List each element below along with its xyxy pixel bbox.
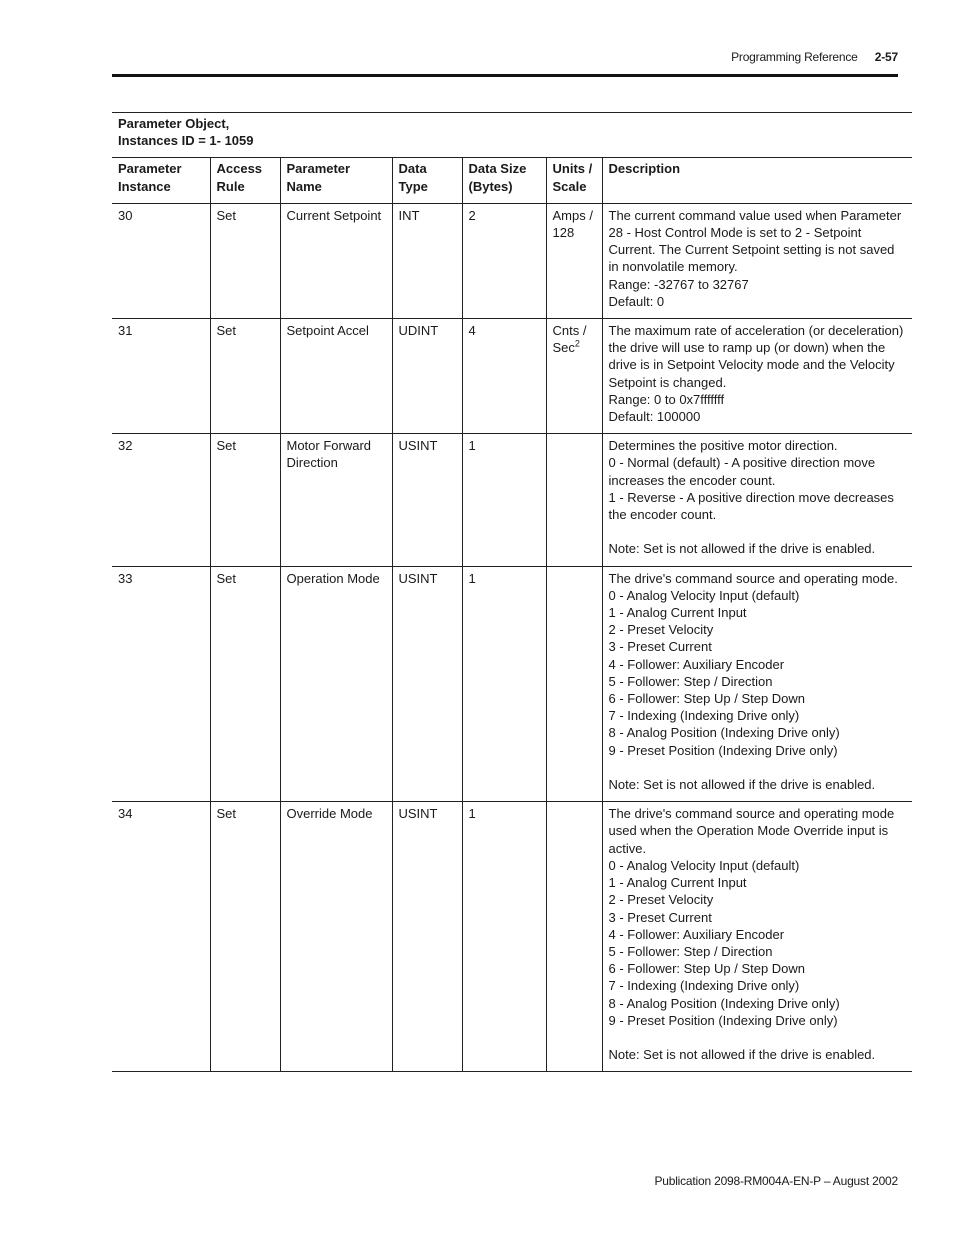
cell-size: 1 <box>462 434 546 566</box>
column-header-access: Access Rule <box>210 158 280 203</box>
table-row <box>112 203 912 318</box>
column-header-row <box>112 158 912 203</box>
page-header <box>112 50 898 64</box>
table-row <box>112 434 912 566</box>
cell-type: INT <box>392 203 462 318</box>
cell-description: The current command value used when Parameter 28 - Host Control Mode is set to 2 - Setpoint Current. The Current Setpoint setting is not saved in nonvolatile memory. Range: -32767 to 32767 Default: 0 <box>602 203 912 318</box>
cell-name: Setpoint Accel <box>280 319 392 434</box>
header-rule <box>112 74 898 77</box>
cell-description: The drive's command source and operating mode. 0 - Analog Velocity Input (default) 1 - Analog Current Input 2 - Preset Velocity 3 - Preset Current 4 - Follower: Auxiliary Encoder 5 - Follower: Step / Direction 6 - Follower: Step Up / Step Down 7 - Indexing (Indexing Drive only) 8 - Analog Position (Indexing Drive only) 9 - Preset Position (Indexing Drive only) Note: Set is not allowed if the drive is enabled. <box>602 566 912 802</box>
column-header-name: Parameter Name <box>280 158 392 203</box>
table-row <box>112 802 912 1072</box>
cell-instance: 33 <box>112 566 210 802</box>
cell-name: Motor Forward Direction <box>280 434 392 566</box>
column-header-instance: Parameter Instance <box>112 158 210 203</box>
cell-name: Override Mode <box>280 802 392 1072</box>
cell-access: Set <box>210 203 280 318</box>
cell-size: 2 <box>462 203 546 318</box>
table-body <box>112 203 912 1072</box>
column-header-description: Description <box>602 158 912 203</box>
cell-type: UDINT <box>392 319 462 434</box>
object-title-line2: Instances ID = 1- 1059 <box>118 133 254 149</box>
parameter-table <box>112 112 912 1072</box>
cell-type: USINT <box>392 434 462 566</box>
table-row <box>112 319 912 434</box>
cell-name: Operation Mode <box>280 566 392 802</box>
cell-size: 1 <box>462 802 546 1072</box>
parameter-table-container <box>112 112 912 1072</box>
cell-type: USINT <box>392 566 462 802</box>
cell-name: Current Setpoint <box>280 203 392 318</box>
section-title: Programming Reference <box>731 50 858 64</box>
cell-units: Cnts / Sec$^2$ <box>546 319 602 434</box>
cell-access: Set <box>210 319 280 434</box>
column-header-size: Data Size (Bytes) <box>462 158 546 203</box>
page-number: 2-57 <box>874 50 898 64</box>
object-title <box>112 113 912 158</box>
cell-size: 4 <box>462 319 546 434</box>
cell-units <box>546 434 602 566</box>
cell-access: Set <box>210 566 280 802</box>
cell-description: Determines the positive motor direction. 0 - Normal (default) - A positive direction move increases the encoder count. 1 - Reverse - A positive direction move decreases the encoder count. Note: Set is not allowed if the drive is enabled. <box>602 434 912 566</box>
table-row <box>112 566 912 802</box>
cell-instance: 34 <box>112 802 210 1072</box>
cell-access: Set <box>210 434 280 566</box>
column-header-units: Units / Scale <box>546 158 602 203</box>
page-footer: Publication 2098-RM004A-EN-P – August 2002 <box>654 1174 898 1188</box>
cell-type: USINT <box>392 802 462 1072</box>
cell-instance: 30 <box>112 203 210 318</box>
object-title-row <box>112 113 912 158</box>
cell-instance: 31 <box>112 319 210 434</box>
object-title-line1: Parameter Object, <box>118 116 230 131</box>
cell-size: 1 <box>462 566 546 802</box>
cell-instance: 32 <box>112 434 210 566</box>
column-header-type: Data Type <box>392 158 462 203</box>
cell-units <box>546 566 602 802</box>
cell-access: Set <box>210 802 280 1072</box>
cell-description: The maximum rate of acceleration (or deceleration) the drive will use to ramp up (or down) when the drive is in Setpoint Velocity mode and the Velocity Setpoint is changed. Range: 0 to 0x7fffffff Default: 100000 <box>602 319 912 434</box>
cell-units <box>546 802 602 1072</box>
cell-description: The drive's command source and operating mode used when the Operation Mode Override input is active. 0 - Analog Velocity Input (default) 1 - Analog Current Input 2 - Preset Velocity 3 - Preset Current 4 - Follower: Auxiliary Encoder 5 - Follower: Step / Direction 6 - Follower: Step Up / Step Down 7 - Indexing (Indexing Drive only) 8 - Analog Position (Indexing Drive only) 9 - Preset Position (Indexing Drive only) Note: Set is not allowed if the drive is enabled. <box>602 802 912 1072</box>
cell-units: Amps / 128 <box>546 203 602 318</box>
